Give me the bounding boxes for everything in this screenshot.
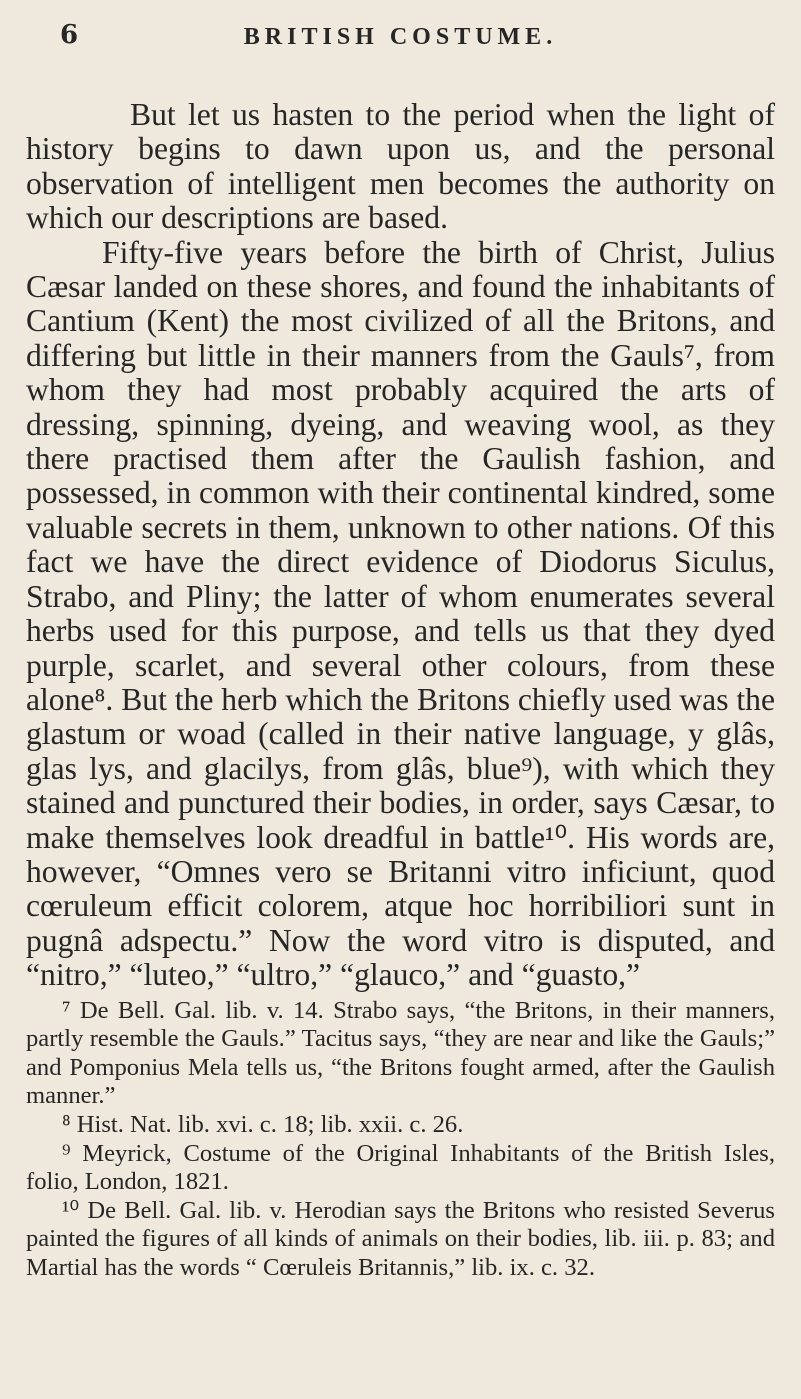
- page-header: [26, 14, 775, 60]
- footnote: ⁹ Meyrick, Costume of the Original Inhabitants of the British Isles, folio, London, 1821.: [26, 1139, 775, 1196]
- page-number: 6: [60, 20, 79, 50]
- main-text: [26, 98, 775, 993]
- running-title: BRITISH COSTUME.: [243, 24, 558, 50]
- paragraph: Fifty-five years before the birth of Christ, Julius Cæsar landed on these shores, and found the inhabitants of Cantium (Kent) the most civilized of all the Britons, and differing but little in their manners from the Gauls⁷, from whom they had most probably acquired the arts of dressing, spinning, dyeing, and weaving wool, as they there practised them after the Gaulish fashion, and possessed, in common with their continental kindred, some valuable secrets in them, unknown to other nations. Of this fact we have the direct evidence of Diodorus Siculus, Strabo, and Pliny; the latter of whom enumerates several herbs used for this purpose, and tells us that they dyed purple, scarlet, and several other colours, from these alone⁸. But the herb which the Britons chiefly used was the glastum or woad (called in their native language, y glâs, glas lys, and glacilys, from glâs, blue⁹), with which they stained and punctured their bodies, in order, says Cæsar, to make themselves look dreadful in battle¹⁰. His words are, however, “Omnes vero se Britanni vitro inficiunt, quod cœruleum efficit colorem, atque hoc horribiliori sunt in pugnâ adspectu.” Now the word vitro is disputed, and “nitro,” “luteo,” “ultro,” “glauco,” and “guasto,”: [26, 234, 775, 993]
- footnotes: [26, 997, 775, 1283]
- paragraph: But let us hasten to the period when the light of history begins to dawn upon us, and the personal observation of intelligent men becomes the authority on which our descriptions are based.: [26, 97, 775, 236]
- footnote: ¹⁰ De Bell. Gal. lib. v. Herodian says the Britons who resisted Severus painted the figures of all kinds of animals on their bodies, lib. iii. p. 83; and Martial has the words “ Cœruleis Britannis,” lib. ix. c. 32.: [26, 1196, 775, 1281]
- footnote: ⁸ Hist. Nat. lib. xvi. c. 18; lib. xxii. c. 26.: [62, 1110, 464, 1138]
- footnote: ⁷ De Bell. Gal. lib. v. 14. Strabo says, “the Britons, in their manners, partly resemble the Gauls.” Tacitus says, “they are near and like the Gauls;” and Pomponius Mela tells us, “the Britons fought armed, after the Gaulish manner.”: [26, 996, 775, 1110]
